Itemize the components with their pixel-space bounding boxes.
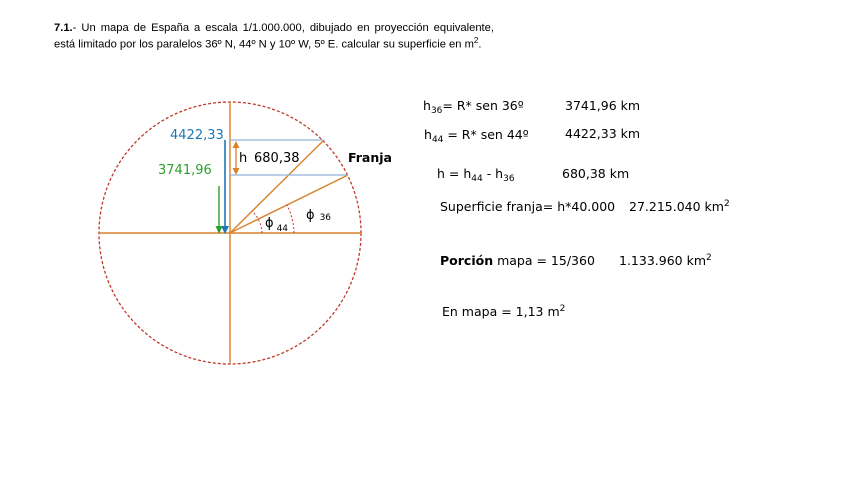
formula-h: $h = h_{44} - h_{36}$ (437, 166, 515, 184)
label-phi-44: ϕ $_{44}$ (265, 216, 289, 234)
formula-h44: $h_{44} = R*$ sen 44º (424, 127, 529, 145)
label-franja: Franja (348, 150, 392, 165)
value-porcion: 1.133.960 $km^2$ (619, 253, 712, 268)
formula-en-mapa: En mapa = 1,13 $m^2$ (442, 304, 566, 319)
value-h44: 4422,33 km (565, 126, 641, 141)
formula-h36: $h_{36}= R*$ sen 36º (423, 98, 524, 116)
value-h36: 3741,96 km (565, 98, 641, 113)
label-4422: 4422,33 (170, 128, 224, 143)
h-arrow-head-bottom (233, 168, 240, 175)
problem-text: - Un mapa de España a escala 1/1.000.000, dibujado en proyección equivalente, está limitado por los paralelos 36º N, 44º N y 10º W, 5º E. calcular su superficie en m (54, 22, 494, 51)
radius-36 (230, 175, 348, 233)
problem-number: 7.1. (54, 22, 73, 34)
value-superficie-franja: 27.215.040 $km^2$ (629, 199, 730, 214)
problem-text-sup: 2 (473, 35, 479, 45)
formula-porcion: Porción mapa = 15/360 (440, 253, 595, 268)
value-h: 680,38 km (562, 166, 630, 181)
label-phi-36: ϕ 36 (306, 208, 332, 223)
problem-text-end: . (478, 38, 482, 51)
label-3741: 3741,96 (158, 163, 212, 178)
arc-36 (287, 205, 294, 233)
label-h: h (239, 151, 248, 166)
formula-superficie-franja: Superficie franja= h*40.000 (440, 199, 616, 214)
h-arrow-head-top (233, 141, 240, 148)
label-680: 680,38 (254, 151, 300, 166)
